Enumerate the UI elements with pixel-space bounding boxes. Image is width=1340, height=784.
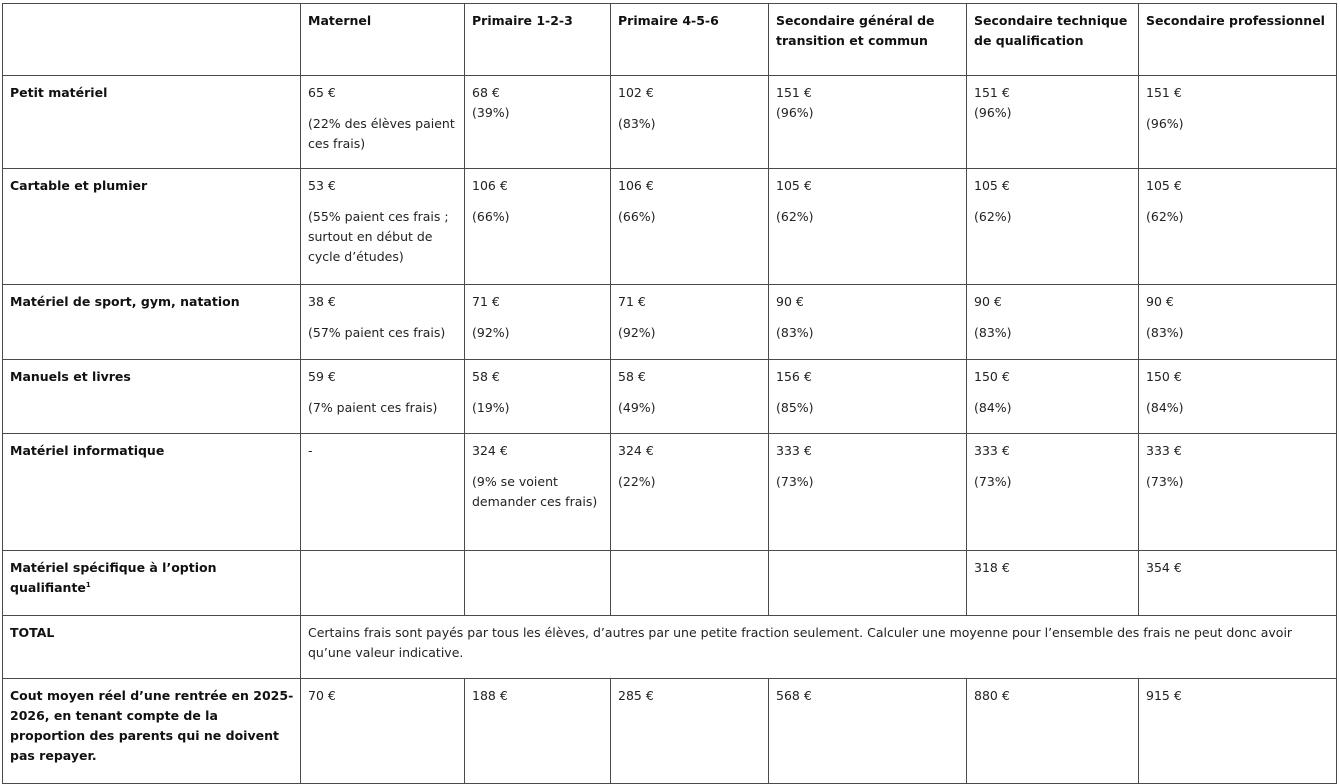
column-header: Secondaire technique de qualification	[967, 4, 1139, 76]
table-cell	[967, 551, 1139, 616]
percentage-note: (49%)	[618, 400, 656, 415]
percentage-note: (22%)	[618, 474, 656, 489]
table-cell	[967, 360, 1139, 434]
cost-value: 71 €	[472, 294, 500, 309]
average-cost-value: 188 €	[465, 679, 611, 784]
cost-value: 105 €	[974, 178, 1010, 193]
percentage-note: (85%)	[776, 400, 814, 415]
cost-value: 106 €	[472, 178, 508, 193]
cost-value: 53 €	[308, 178, 336, 193]
percentage-note: (96%)	[1146, 116, 1184, 131]
percentage-note: (83%)	[1146, 325, 1184, 340]
cost-value: 333 €	[1146, 443, 1182, 458]
cost-value: 71 €	[618, 294, 646, 309]
row-label-text: Matériel informatique	[10, 443, 165, 458]
table-cell	[465, 360, 611, 434]
percentage-note: (73%)	[1146, 474, 1184, 489]
average-cost-row	[3, 679, 1337, 784]
table-cell	[465, 551, 611, 616]
percentage-note: (83%)	[776, 325, 814, 340]
cost-value: 58 €	[618, 369, 646, 384]
percentage-note: (96%)	[974, 105, 1012, 120]
table-row	[3, 360, 1337, 434]
column-header: Primaire 4-5-6	[611, 4, 769, 76]
table-cell	[301, 169, 465, 285]
row-label	[3, 434, 301, 551]
row-label	[3, 169, 301, 285]
average-cost-value: 880 €	[967, 679, 1139, 784]
table-cell	[611, 169, 769, 285]
total-label: TOTAL	[3, 616, 301, 679]
row-label-text: Matériel spécifique à l’option qualifiante	[10, 560, 217, 595]
average-cost-value: 915 €	[1139, 679, 1337, 784]
row-label	[3, 360, 301, 434]
table-cell	[1139, 360, 1337, 434]
table-cell	[1139, 551, 1337, 616]
percentage-note: (57% paient ces frais)	[308, 325, 446, 340]
cost-value: 333 €	[974, 443, 1010, 458]
cost-value: 58 €	[472, 369, 500, 384]
percentage-note: (62%)	[974, 209, 1012, 224]
table-cell	[769, 76, 967, 169]
average-cost-label: Cout moyen réel d’une rentrée en 2025-2026, en tenant compte de la proportion des parents qui ne doivent pas repayer.	[3, 679, 301, 784]
cost-value: 90 €	[974, 294, 1002, 309]
table-cell	[1139, 169, 1337, 285]
table-cell	[769, 285, 967, 360]
cost-value: 318 €	[974, 560, 1010, 575]
header-empty-cell	[3, 4, 301, 76]
cost-value: 68 €	[472, 85, 500, 100]
cost-value: 151 €	[776, 85, 812, 100]
cost-value: 106 €	[618, 178, 654, 193]
school-costs-table	[2, 3, 1337, 784]
table-cell	[611, 434, 769, 551]
table-cell	[301, 551, 465, 616]
cost-value: 105 €	[1146, 178, 1182, 193]
percentage-note: (66%)	[618, 209, 656, 224]
table-cell	[967, 285, 1139, 360]
percentage-note: (7% paient ces frais)	[308, 400, 438, 415]
table-cell	[465, 76, 611, 169]
column-header: Secondaire professionnel	[1139, 4, 1337, 76]
table-cell	[769, 169, 967, 285]
row-label-text: Cartable et plumier	[10, 178, 148, 193]
cost-value: 156 €	[776, 369, 812, 384]
cost-value: 150 €	[974, 369, 1010, 384]
cost-value: -	[308, 443, 313, 458]
cost-value: 90 €	[1146, 294, 1174, 309]
table-cell	[1139, 76, 1337, 169]
table-cell	[301, 434, 465, 551]
percentage-note: (66%)	[472, 209, 510, 224]
column-header: Maternel	[301, 4, 465, 76]
cost-value: 354 €	[1146, 560, 1182, 575]
table-cell	[301, 360, 465, 434]
average-cost-value: 285 €	[611, 679, 769, 784]
percentage-note: (62%)	[1146, 209, 1184, 224]
row-label	[3, 285, 301, 360]
table-cell	[301, 76, 465, 169]
table-cell	[967, 434, 1139, 551]
table-cell	[967, 76, 1139, 169]
table-cell	[611, 285, 769, 360]
cost-value: 150 €	[1146, 369, 1182, 384]
average-cost-value: 568 €	[769, 679, 967, 784]
cost-value: 65 €	[308, 85, 336, 100]
percentage-note: (55% paient ces frais ; surtout en début de cycle d’études)	[308, 209, 449, 264]
cost-value: 324 €	[618, 443, 654, 458]
table-cell	[769, 360, 967, 434]
percentage-note: (96%)	[776, 105, 814, 120]
table-cell	[301, 285, 465, 360]
percentage-note: (92%)	[472, 325, 510, 340]
row-label-text: Petit matériel	[10, 85, 108, 100]
average-cost-value: 70 €	[301, 679, 465, 784]
footnote-marker: 1	[85, 580, 91, 589]
row-label	[3, 551, 301, 616]
percentage-note: (92%)	[618, 325, 656, 340]
table-cell	[611, 76, 769, 169]
total-explanation: Certains frais sont payés par tous les élèves, d’autres par une petite fraction seulement. Calculer une moyenne pour l’ensemble des frais ne peut donc avoir qu’une valeur indicative.	[301, 616, 1337, 679]
table-cell	[967, 169, 1139, 285]
cost-value: 333 €	[776, 443, 812, 458]
cost-value: 105 €	[776, 178, 812, 193]
table-cell	[611, 551, 769, 616]
table-cell	[465, 434, 611, 551]
table-cell	[465, 285, 611, 360]
cost-value: 38 €	[308, 294, 336, 309]
cost-value: 90 €	[776, 294, 804, 309]
table-cell	[1139, 285, 1337, 360]
percentage-note: (84%)	[974, 400, 1012, 415]
percentage-note: (73%)	[776, 474, 814, 489]
column-header: Primaire 1-2-3	[465, 4, 611, 76]
table-row	[3, 551, 1337, 616]
percentage-note: (73%)	[974, 474, 1012, 489]
table-cell	[769, 434, 967, 551]
percentage-note: (39%)	[472, 105, 510, 120]
cost-value: 151 €	[1146, 85, 1182, 100]
percentage-note: (83%)	[618, 116, 656, 131]
table-cell	[465, 169, 611, 285]
cost-value: 59 €	[308, 369, 336, 384]
table-row	[3, 434, 1337, 551]
total-row	[3, 616, 1337, 679]
row-label	[3, 76, 301, 169]
table-row	[3, 76, 1337, 169]
row-label-text: Manuels et livres	[10, 369, 131, 384]
table-row	[3, 169, 1337, 285]
percentage-note: (83%)	[974, 325, 1012, 340]
table-row	[3, 285, 1337, 360]
percentage-note: (19%)	[472, 400, 510, 415]
cost-value: 324 €	[472, 443, 508, 458]
table-cell	[611, 360, 769, 434]
table-cell	[1139, 434, 1337, 551]
percentage-note: (84%)	[1146, 400, 1184, 415]
percentage-note: (9% se voient demander ces frais)	[472, 474, 598, 509]
table-cell	[769, 551, 967, 616]
cost-value: 102 €	[618, 85, 654, 100]
cost-value: 151 €	[974, 85, 1010, 100]
row-label-text: Matériel de sport, gym, natation	[10, 294, 240, 309]
column-header: Secondaire général de transition et commun	[769, 4, 967, 76]
header-row	[3, 4, 1337, 76]
percentage-note: (62%)	[776, 209, 814, 224]
percentage-note: (22% des élèves paient ces frais)	[308, 116, 455, 151]
